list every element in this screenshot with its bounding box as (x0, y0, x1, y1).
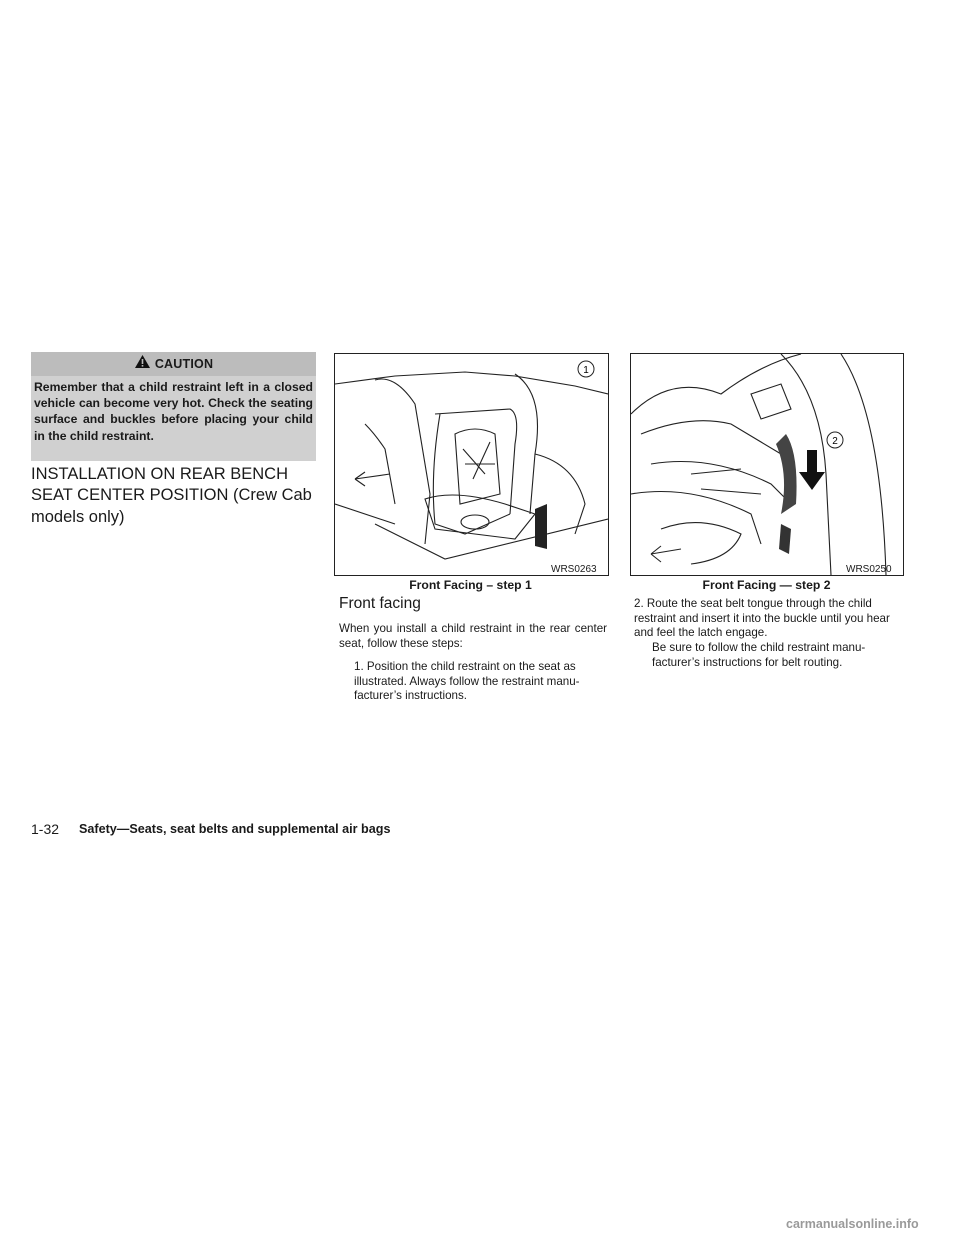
subsection-heading: Front facing (339, 595, 421, 612)
figure-code: WRS0263 (551, 564, 597, 575)
figure-caption: Front Facing – step 1 (409, 578, 532, 592)
step-1: 1. Position the child restraint on the seat as illustrated. Always follow the restraint manu-facturer’s instructions. (354, 660, 580, 702)
figure-code: WRS0250 (846, 564, 892, 575)
callout-2-label: 2 (832, 436, 838, 447)
warning-icon (134, 354, 151, 374)
section-heading: INSTALLATION ON REAR BENCH SEAT CENTER POSITION (Crew Cab models only) (31, 465, 312, 526)
callout-1-label: 1 (583, 365, 589, 376)
intro-paragraph: When you install a child restraint in the rear center seat, follow these steps: (339, 622, 607, 650)
step-2-note: Be sure to follow the child restraint manu-facturer’s instructions for belt routing. (652, 641, 866, 669)
figure-front-facing-step2 (630, 353, 904, 576)
footer-title: Safety—Seats, seat belts and supplemental air bags (79, 822, 391, 836)
child-seat-illustration (335, 354, 608, 575)
figure-caption: Front Facing — step 2 (702, 578, 831, 592)
caution-box (31, 352, 316, 461)
seat-belt-buckle-illustration (631, 354, 903, 575)
page-number: 1-32 (31, 821, 60, 837)
figure-front-facing-step1 (334, 353, 609, 576)
step-2: 2. Route the seat belt tongue through the child restraint and insert it into the buckle until you hear and feel the latch engage. (634, 597, 890, 639)
watermark: carmanualsonline.info (786, 1217, 919, 1231)
caution-title: CAUTION (154, 357, 214, 371)
caution-text: Remember that a child restraint left in a closed vehicle can become very hot. Check the seating surface and buckles before placing your child in the child restraint. (34, 380, 313, 443)
caution-header (31, 352, 316, 376)
